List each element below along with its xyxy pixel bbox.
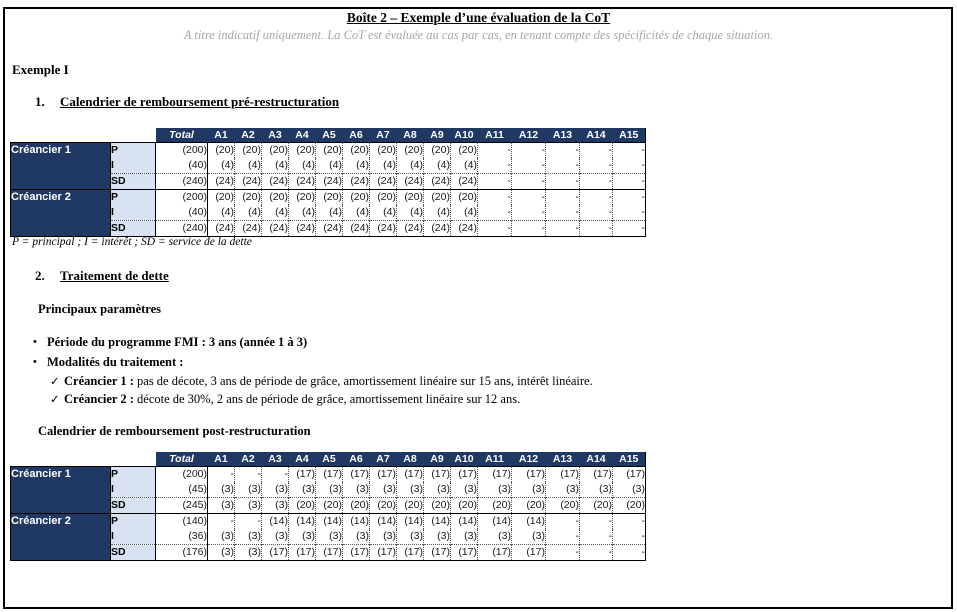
value-cell: - — [580, 205, 613, 221]
value-cell: (200) — [156, 467, 208, 483]
value-cell: (3) — [512, 482, 546, 498]
value-cell: (17) — [262, 545, 289, 561]
value-cell: (17) — [289, 467, 316, 483]
value-cell: (3) — [580, 482, 613, 498]
check-item-text: pas de décote, 3 ans de période de grâce, amortissement linéaire sur 15 ans, intérêt linéaire. — [133, 374, 593, 388]
column-header: A8 — [397, 452, 424, 467]
check-item-text: décote de 30%, 2 ans de période de grâce, amortissement linéaire sur 12 ans. — [133, 392, 521, 406]
value-cell: - — [613, 529, 646, 545]
creditor-label: Créancier 2 — [11, 190, 111, 237]
column-header: A2 — [235, 128, 262, 143]
value-cell: (4) — [316, 205, 343, 221]
row-label: I — [111, 205, 156, 221]
value-cell: (17) — [451, 467, 478, 483]
value-cell: (245) — [156, 498, 208, 514]
value-cell: (4) — [424, 158, 451, 174]
value-cell: - — [478, 158, 512, 174]
value-cell: (14) — [262, 514, 289, 530]
value-cell: (3) — [512, 529, 546, 545]
value-cell: - — [580, 158, 613, 174]
value-cell: (4) — [235, 158, 262, 174]
value-cell: (20) — [208, 143, 235, 159]
value-cell: - — [512, 158, 546, 174]
value-cell: (20) — [289, 190, 316, 206]
value-cell: (20) — [613, 498, 646, 514]
post-schedule-heading: Calendrier de remboursement post-restructuration — [38, 424, 311, 438]
value-cell: - — [478, 205, 512, 221]
value-cell: (17) — [370, 545, 397, 561]
value-cell: (3) — [478, 529, 512, 545]
value-cell: (40) — [156, 205, 208, 221]
value-cell: (4) — [451, 158, 478, 174]
value-cell: (24) — [343, 221, 370, 237]
value-cell: (20) — [370, 143, 397, 159]
pre-restructuring-table — [10, 128, 646, 237]
value-cell: (24) — [316, 174, 343, 190]
value-cell: (20) — [370, 190, 397, 206]
value-cell: (4) — [208, 158, 235, 174]
column-header: A12 — [512, 452, 546, 467]
column-header: A14 — [580, 128, 613, 143]
value-cell: (3) — [451, 529, 478, 545]
value-cell: (24) — [397, 221, 424, 237]
value-cell: (36) — [156, 529, 208, 545]
value-cell: (3) — [235, 482, 262, 498]
row-label: I — [111, 529, 156, 545]
value-cell: (24) — [397, 174, 424, 190]
column-header: A3 — [262, 128, 289, 143]
row-label: P — [111, 143, 156, 159]
header-spacer — [111, 452, 156, 467]
value-cell: (20) — [512, 498, 546, 514]
value-cell: (24) — [370, 221, 397, 237]
value-cell: (17) — [512, 467, 546, 483]
value-cell: (200) — [156, 143, 208, 159]
value-cell: - — [546, 143, 580, 159]
table-row — [11, 190, 646, 206]
value-cell: (20) — [478, 498, 512, 514]
column-header: A6 — [343, 128, 370, 143]
check-item-label: Créancier 1 : — [64, 374, 134, 388]
column-header: A15 — [613, 128, 646, 143]
value-cell: (20) — [235, 143, 262, 159]
value-cell: (20) — [208, 190, 235, 206]
value-cell: (3) — [262, 529, 289, 545]
value-cell: (4) — [370, 158, 397, 174]
value-cell: (17) — [343, 467, 370, 483]
value-cell: (17) — [580, 467, 613, 483]
value-cell: (45) — [156, 482, 208, 498]
value-cell: (24) — [262, 174, 289, 190]
value-cell: (3) — [289, 529, 316, 545]
value-cell: (3) — [370, 482, 397, 498]
value-cell: - — [613, 158, 646, 174]
value-cell: (14) — [316, 514, 343, 530]
bullet-item-program-period — [33, 335, 307, 350]
table-footnote: P = principal ; I = intérêt ; SD = service de la dette — [12, 236, 252, 248]
value-cell: (3) — [235, 498, 262, 514]
value-cell: (20) — [289, 143, 316, 159]
value-cell: - — [580, 529, 613, 545]
bullet-icon: • — [33, 336, 37, 348]
section-2-title: Traitement de dette — [60, 268, 169, 283]
value-cell: (20) — [580, 498, 613, 514]
column-header: A5 — [316, 128, 343, 143]
schedule-table — [10, 452, 646, 561]
value-cell: (24) — [370, 174, 397, 190]
value-cell: (17) — [370, 467, 397, 483]
value-cell: - — [546, 514, 580, 530]
bullet-text: Période du programme FMI : 3 ans (année 1 à 3) — [47, 335, 308, 349]
row-label: I — [111, 158, 156, 174]
value-cell: (24) — [208, 174, 235, 190]
column-header: Total — [156, 128, 208, 143]
column-header: A1 — [208, 128, 235, 143]
creditor-label: Créancier 2 — [11, 514, 111, 561]
value-cell: - — [512, 205, 546, 221]
value-cell: (3) — [546, 482, 580, 498]
box-title — [0, 10, 957, 26]
table-row — [11, 467, 646, 483]
value-cell: - — [613, 174, 646, 190]
value-cell: (240) — [156, 174, 208, 190]
value-cell: (20) — [343, 143, 370, 159]
value-cell: (24) — [451, 174, 478, 190]
check-item-label: Créancier 2 : — [64, 392, 134, 406]
value-cell: (20) — [451, 190, 478, 206]
value-cell: (3) — [208, 498, 235, 514]
value-cell: (14) — [451, 514, 478, 530]
table-row — [11, 514, 646, 530]
column-header: A7 — [370, 452, 397, 467]
value-cell: (3) — [208, 545, 235, 561]
column-header: A13 — [546, 452, 580, 467]
table-row — [11, 143, 646, 159]
value-cell: (3) — [397, 529, 424, 545]
value-cell: (24) — [289, 174, 316, 190]
section-1-number: 1. — [35, 94, 45, 109]
value-cell: (14) — [478, 514, 512, 530]
value-cell: (17) — [478, 467, 512, 483]
value-cell: - — [613, 221, 646, 237]
value-cell: (3) — [208, 482, 235, 498]
value-cell: (17) — [613, 467, 646, 483]
value-cell: - — [478, 190, 512, 206]
column-header: A9 — [424, 128, 451, 143]
column-header: A6 — [343, 452, 370, 467]
column-header: A2 — [235, 452, 262, 467]
header-spacer — [11, 128, 111, 143]
box-title-text: Boîte 2 – Exemple d’une évaluation de la CoT — [346, 10, 611, 25]
value-cell: (240) — [156, 221, 208, 237]
row-label: P — [111, 467, 156, 483]
row-label: SD — [111, 174, 156, 190]
check-item-creditor-2 — [50, 392, 520, 407]
column-header: A4 — [289, 128, 316, 143]
value-cell: (4) — [424, 205, 451, 221]
value-cell: - — [613, 205, 646, 221]
value-cell: (176) — [156, 545, 208, 561]
value-cell: (4) — [343, 158, 370, 174]
bullet-icon: • — [33, 356, 37, 368]
value-cell: (4) — [262, 205, 289, 221]
value-cell: (20) — [451, 498, 478, 514]
column-header: A8 — [397, 128, 424, 143]
value-cell: - — [512, 190, 546, 206]
value-cell: - — [546, 205, 580, 221]
value-cell: - — [512, 174, 546, 190]
value-cell: (20) — [262, 190, 289, 206]
value-cell: (20) — [316, 143, 343, 159]
value-cell: (14) — [289, 514, 316, 530]
section-1-heading — [35, 94, 339, 110]
post-restructuring-table — [10, 452, 646, 561]
value-cell: (3) — [478, 482, 512, 498]
value-cell: (20) — [235, 190, 262, 206]
value-cell: - — [546, 174, 580, 190]
value-cell: (3) — [235, 545, 262, 561]
value-cell: - — [208, 514, 235, 530]
value-cell: (4) — [397, 158, 424, 174]
value-cell: - — [546, 190, 580, 206]
section-1-title: Calendrier de remboursement pré-restructuration — [60, 94, 340, 109]
value-cell: (3) — [235, 529, 262, 545]
bullet-item-treatment-terms — [33, 355, 183, 370]
value-cell: (17) — [397, 467, 424, 483]
column-header: A10 — [451, 128, 478, 143]
value-cell: - — [580, 143, 613, 159]
value-cell: - — [546, 529, 580, 545]
column-header: A13 — [546, 128, 580, 143]
value-cell: (20) — [397, 143, 424, 159]
checkmark-icon: ✓ — [50, 394, 60, 406]
check-item-creditor-1 — [50, 374, 593, 389]
value-cell: (24) — [289, 221, 316, 237]
column-header: A3 — [262, 452, 289, 467]
value-cell: (17) — [451, 545, 478, 561]
value-cell: - — [613, 143, 646, 159]
params-heading: Principaux paramètres — [38, 302, 162, 316]
value-cell: (24) — [208, 221, 235, 237]
value-cell: (3) — [397, 482, 424, 498]
value-cell: (3) — [451, 482, 478, 498]
value-cell: (20) — [343, 190, 370, 206]
value-cell: (3) — [424, 529, 451, 545]
value-cell: (17) — [316, 545, 343, 561]
bullet-text: Modalités du traitement : — [47, 355, 184, 369]
value-cell: (17) — [424, 467, 451, 483]
value-cell: (3) — [208, 529, 235, 545]
value-cell: - — [613, 190, 646, 206]
column-header: A10 — [451, 452, 478, 467]
value-cell: (4) — [235, 205, 262, 221]
row-label: SD — [111, 221, 156, 237]
value-cell: - — [580, 221, 613, 237]
value-cell: (17) — [343, 545, 370, 561]
value-cell: (20) — [343, 498, 370, 514]
value-cell: (4) — [262, 158, 289, 174]
value-cell: - — [478, 143, 512, 159]
column-header: A15 — [613, 452, 646, 467]
value-cell: (17) — [424, 545, 451, 561]
box-subtitle: A titre indicatif uniquement. La CoT est évaluée au cas par cas, en tenant compte des spécificités de chaque situation. — [183, 28, 774, 42]
value-cell: (17) — [478, 545, 512, 561]
value-cell: (20) — [289, 498, 316, 514]
value-cell: (3) — [370, 529, 397, 545]
value-cell: (20) — [424, 498, 451, 514]
value-cell: (24) — [316, 221, 343, 237]
column-header: A5 — [316, 452, 343, 467]
header-spacer — [111, 128, 156, 143]
value-cell: (24) — [424, 174, 451, 190]
value-cell: - — [613, 545, 646, 561]
value-cell: (20) — [316, 498, 343, 514]
value-cell: (17) — [546, 467, 580, 483]
creditor-label: Créancier 1 — [11, 467, 111, 514]
value-cell: (40) — [156, 158, 208, 174]
value-cell: - — [512, 221, 546, 237]
section-2-number: 2. — [35, 268, 45, 283]
value-cell: (4) — [289, 205, 316, 221]
example-heading: Exemple I — [12, 62, 69, 77]
value-cell: (14) — [424, 514, 451, 530]
value-cell: (4) — [343, 205, 370, 221]
value-cell: (20) — [424, 190, 451, 206]
row-label: P — [111, 190, 156, 206]
value-cell: - — [208, 467, 235, 483]
value-cell: (14) — [512, 514, 546, 530]
value-cell: (3) — [316, 482, 343, 498]
checkmark-icon: ✓ — [50, 376, 60, 388]
value-cell: (4) — [289, 158, 316, 174]
value-cell: (20) — [316, 190, 343, 206]
value-cell: - — [580, 545, 613, 561]
creditor-label: Créancier 1 — [11, 143, 111, 190]
value-cell: (20) — [424, 143, 451, 159]
value-cell: (17) — [316, 467, 343, 483]
column-header: A11 — [478, 452, 512, 467]
value-cell: (14) — [343, 514, 370, 530]
value-cell: (4) — [451, 205, 478, 221]
value-cell: - — [478, 221, 512, 237]
value-cell: (24) — [235, 221, 262, 237]
column-header: A14 — [580, 452, 613, 467]
value-cell: (17) — [397, 545, 424, 561]
value-cell: (140) — [156, 514, 208, 530]
value-cell: (20) — [451, 143, 478, 159]
row-label: P — [111, 514, 156, 530]
value-cell: (20) — [397, 498, 424, 514]
value-cell: (14) — [370, 514, 397, 530]
value-cell: (4) — [208, 205, 235, 221]
value-cell: (20) — [397, 190, 424, 206]
value-cell: (24) — [235, 174, 262, 190]
value-cell: (4) — [370, 205, 397, 221]
header-spacer — [11, 452, 111, 467]
value-cell: (3) — [343, 482, 370, 498]
schedule-table — [10, 128, 646, 237]
value-cell: (3) — [262, 482, 289, 498]
column-header: A9 — [424, 452, 451, 467]
column-header: A4 — [289, 452, 316, 467]
value-cell: - — [546, 545, 580, 561]
value-cell: - — [478, 174, 512, 190]
value-cell: (20) — [370, 498, 397, 514]
value-cell: (14) — [397, 514, 424, 530]
column-header: A7 — [370, 128, 397, 143]
value-cell: (20) — [262, 143, 289, 159]
value-cell: - — [580, 190, 613, 206]
value-cell: - — [546, 158, 580, 174]
value-cell: (24) — [451, 221, 478, 237]
value-cell: - — [235, 467, 262, 483]
value-cell: - — [546, 221, 580, 237]
value-cell: (24) — [262, 221, 289, 237]
value-cell: (3) — [613, 482, 646, 498]
value-cell: (4) — [397, 205, 424, 221]
value-cell: (17) — [512, 545, 546, 561]
value-cell: - — [580, 514, 613, 530]
value-cell: (24) — [343, 174, 370, 190]
column-header: A11 — [478, 128, 512, 143]
value-cell: - — [262, 467, 289, 483]
value-cell: - — [235, 514, 262, 530]
value-cell: (24) — [424, 221, 451, 237]
column-header: A1 — [208, 452, 235, 467]
value-cell: (4) — [316, 158, 343, 174]
column-header: Total — [156, 452, 208, 467]
value-cell: - — [613, 514, 646, 530]
value-cell: (3) — [262, 498, 289, 514]
value-cell: (3) — [424, 482, 451, 498]
column-header: A12 — [512, 128, 546, 143]
row-label: I — [111, 482, 156, 498]
value-cell: (3) — [343, 529, 370, 545]
value-cell: - — [580, 174, 613, 190]
value-cell: (200) — [156, 190, 208, 206]
value-cell: (17) — [289, 545, 316, 561]
value-cell: (3) — [289, 482, 316, 498]
value-cell: (20) — [546, 498, 580, 514]
value-cell: (3) — [316, 529, 343, 545]
value-cell: - — [512, 143, 546, 159]
section-2-heading — [35, 268, 169, 284]
row-label: SD — [111, 498, 156, 514]
row-label: SD — [111, 545, 156, 561]
